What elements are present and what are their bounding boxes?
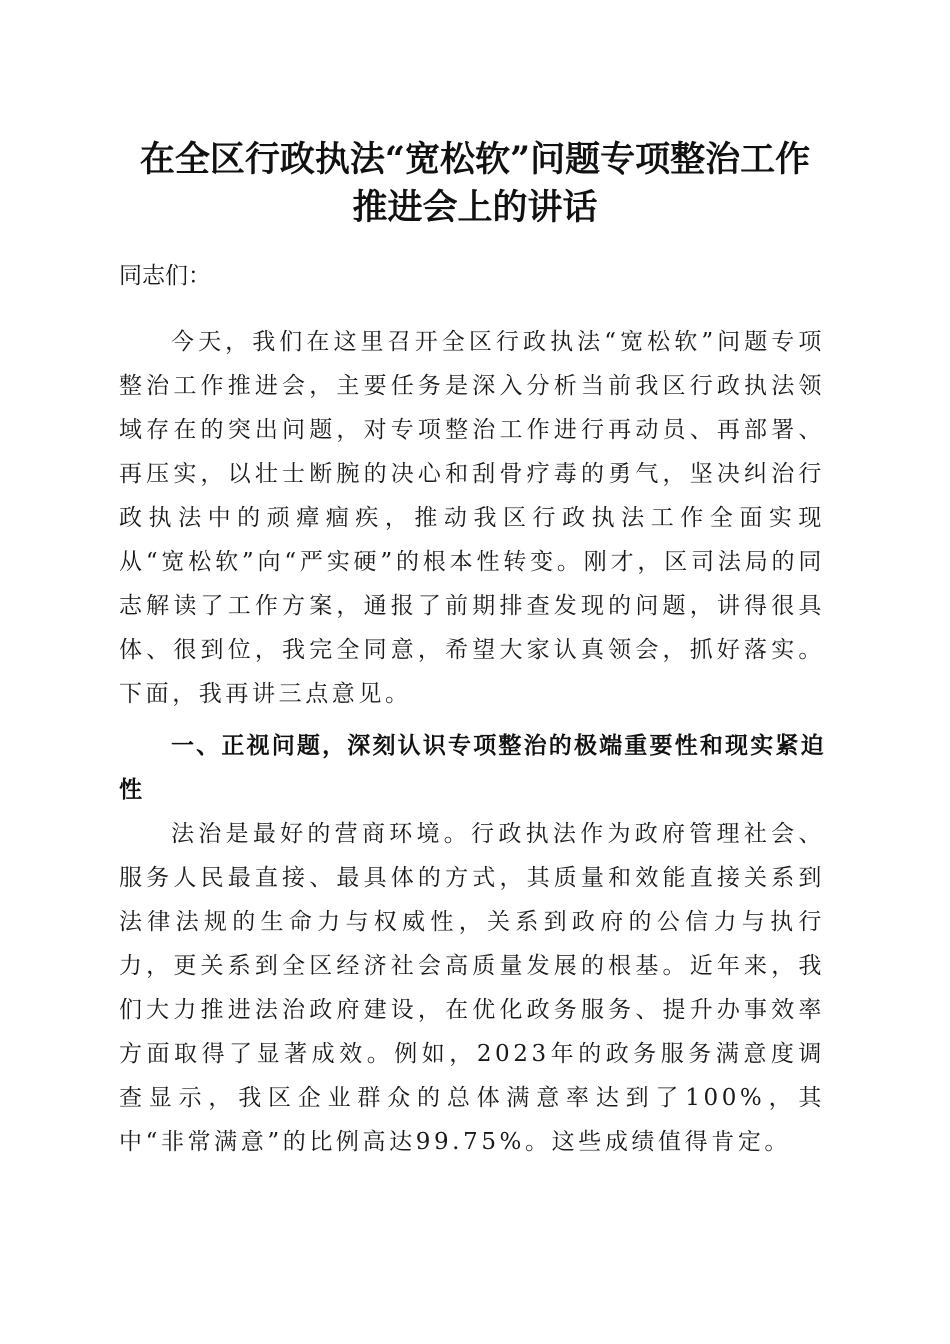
document-title-line-2: 推进会上的讲话 [352, 187, 598, 228]
salutation: 同志们： [119, 263, 211, 289]
paragraph-section-1: 法治是最好的营商环境。行政执法作为政府管理社会、服务人民最直接、最具体的方式，其质量和效能直接关系到法律法规的生命力与权威性，关系到政府的公信力与执行力，更关系到全区经济社会高质量发展的根基。近年来，我们大力推进法治政府建设，在优化政务服务、提升办事效率方面取得了显著成效。例如，2023年的政务服务满意度调查显示，我区企业群众的总体满意率达到了100%，其中“非常满意”的比例高达99.75%。这些成绩值得肯定。 [119, 821, 825, 1155]
section-heading-1: 一、正视问题，深刻认识专项整治的极端重要性和现实紧迫性 [119, 733, 825, 803]
document-title-line-1: 在全区行政执法“宽松软”问题专项整治工作 [139, 139, 811, 180]
paragraph-opening: 今天，我们在这里召开全区行政执法“宽松软”问题专项整治工作推进会，主要任务是深入分析当前我区行政执法领域存在的突出问题，对专项整治工作进行再动员、再部署、再压实，以壮士断腕的决心和刮骨疗毒的勇气，坚决纠治行政执法中的顽瘴痼疾，推动我区行政执法工作全面实现从“宽松软”向“严实硬”的根本性转变。刚才，区司法局的同志解读了工作方案，通报了前期排查发现的问题，讲得很具体、很到位，我完全同意，希望大家认真领会，抓好落实。下面，我再讲三点意见。 [119, 329, 825, 707]
